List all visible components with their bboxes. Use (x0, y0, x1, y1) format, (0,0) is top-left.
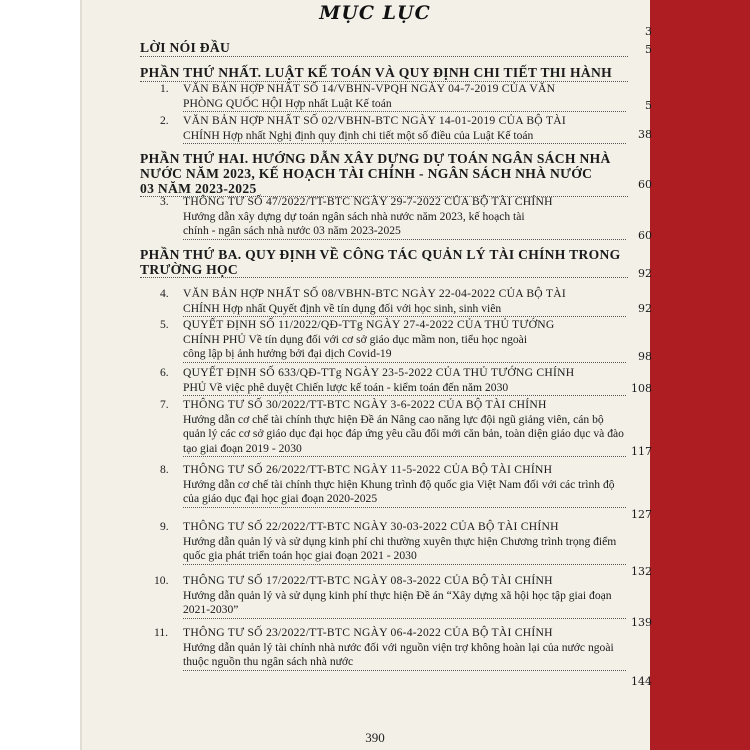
cover-edge (650, 0, 750, 750)
item-page: 60 (638, 229, 652, 242)
item-page: 117 (631, 445, 652, 458)
toc-part-2-line2: NƯỚC NĂM 2023, KẾ HOẠCH TÀI CHÍNH - NGÂN SÁCH NHÀ NƯỚC (140, 166, 593, 181)
item-number: 6. (160, 366, 169, 379)
toc-part-3-page: 92 (638, 267, 652, 280)
item-desc: Hướng dẫn quản lý và sử dụng kinh phí chi thường xuyên thực hiện Chương trình trọng điểm quốc gia phát triển toán học giai đoạn 2021 - 2030 (183, 535, 626, 565)
toc-part-1-title: PHẦN THỨ NHẤT. LUẬT KẾ TOÁN VÀ QUY ĐỊNH CHI TIẾT THI HÀNH (140, 65, 612, 80)
item-number: 2. (160, 114, 169, 127)
item-desc: CHÍNH Hợp nhất Nghị định quy định chi tiết một số điều của Luật Kế toán (183, 129, 626, 145)
item-heading: VĂN BẢN HỢP NHẤT SỐ 08/VBHN-BTC NGÀY 22-04-2022 CỦA BỘ TÀI (183, 287, 566, 300)
item-desc-cont: chính - ngân sách nhà nước 03 năm 2023-2025 (183, 224, 626, 240)
item-page: 92 (638, 302, 652, 315)
toc-part-3-line2: TRƯỜNG HỌC (140, 262, 628, 278)
item-desc-cont: công lập bị ảnh hưởng bởi đại dịch Covid-19 (183, 347, 626, 363)
item-desc: PHÒNG QUỐC HỘI Hợp nhất Luật Kế toán (183, 97, 626, 113)
item-desc: CHÍNH PHỦ Về tín dụng đối với cơ sở giáo dục mầm non, tiểu học ngoài (183, 332, 528, 346)
item-desc: Hướng dẫn cơ chế tài chính thực hiện Đề án Nâng cao năng lực đội ngũ giảng viên, cán bộ quản lý các cơ sở giáo dục đại học đáp ứng yêu cầu đổi mới căn bản, toàn diện giáo dục và đào tạo giai đoạn 2019 - 2030 (183, 413, 626, 458)
item-number: 11. (154, 626, 169, 639)
toc-intro-label: LỜI NÓI ĐẦU (140, 40, 231, 55)
item-desc: Hướng dẫn quản lý tài chính nhà nước đối với nguồn viện trợ không hoàn lại của nước ngoài thuộc nguồn thu ngân sách nhà nước (183, 641, 626, 671)
item-heading: THÔNG TƯ SỐ 30/2022/TT-BTC NGÀY 3-6-2022 CỦA BỘ TÀI CHÍNH (183, 398, 547, 411)
item-number: 8. (160, 463, 169, 476)
item-number: 5. (160, 318, 169, 331)
item-page: 108 (631, 382, 652, 395)
toc-intro-page: 5 (645, 43, 652, 56)
item-heading: QUYẾT ĐỊNH SỐ 633/QĐ-TTg NGÀY 23-5-2022 CỦA THỦ TƯỚNG CHÍNH (183, 366, 575, 379)
item-page: 127 (631, 508, 652, 521)
toc-part-2-line1: PHẦN THỨ HAI. HƯỚNG DẪN XÂY DỰNG DỰ TOÁN NGÂN SÁCH NHÀ (140, 151, 611, 166)
page-title: MỤC LỤC (319, 2, 431, 24)
item-number: 10. (154, 574, 169, 587)
item-page: 144 (631, 675, 652, 688)
item-heading: THÔNG TƯ SỐ 26/2022/TT-BTC NGÀY 11-5-2022 CỦA BỘ TÀI CHÍNH (183, 463, 553, 476)
toc-part-1[interactable] (140, 65, 628, 82)
item-heading: THÔNG TƯ SỐ 23/2022/TT-BTC NGÀY 06-4-2022 CỦA BỘ TÀI CHÍNH (183, 626, 553, 639)
item-heading: THÔNG TƯ SỐ 17/2022/TT-BTC NGÀY 08-3-2022 CỦA BỘ TÀI CHÍNH (183, 574, 553, 587)
toc-part-2[interactable] (140, 151, 628, 197)
item-page: 132 (631, 565, 652, 578)
item-heading: THÔNG TƯ SỐ 47/2022/TT-BTC NGÀY 29-7-2022 CỦA BỘ TÀI CHÍNH (183, 195, 553, 208)
toc-part-2-page: 60 (638, 178, 652, 191)
page-number-top: 3 (645, 25, 652, 38)
page-number: 390 (365, 730, 385, 745)
item-heading: VĂN BẢN HỢP NHẤT SỐ 14/VBHN-VPQH NGÀY 04-7-2019 CỦA VĂN (183, 82, 556, 95)
toc-intro[interactable] (140, 40, 628, 57)
item-number: 3. (160, 195, 169, 208)
item-desc: Hướng dẫn xây dựng dự toán ngân sách nhà nước năm 2023, kế hoạch tài (183, 209, 525, 223)
item-page: 98 (638, 350, 652, 363)
item-heading: VĂN BẢN HỢP NHẤT SỐ 02/VBHN-BTC NGÀY 14-01-2019 CỦA BỘ TÀI (183, 114, 566, 127)
toc-part-3-line1: PHẦN THỨ BA. QUY ĐỊNH VỀ CÔNG TÁC QUẢN LÝ TÀI CHÍNH TRONG (140, 247, 621, 262)
toc-part-2-line3: 03 NĂM 2023-2025 (140, 181, 628, 197)
item-desc: Hướng dẫn cơ chế tài chính thực hiện Khung trình độ quốc gia Việt Nam đối với các trình độ của giáo dục đại học giai đoạn 2020-2025 (183, 478, 626, 508)
item-heading: THÔNG TƯ SỐ 22/2022/TT-BTC NGÀY 30-03-2022 CỦA BỘ TÀI CHÍNH (183, 520, 559, 533)
item-page: 38 (638, 128, 652, 141)
item-desc: CHÍNH Hợp nhất Quyết định về tín dụng đối với học sinh, sinh viên (183, 302, 626, 318)
item-number: 9. (160, 520, 169, 533)
item-number: 7. (160, 398, 169, 411)
toc-part-3[interactable] (140, 247, 628, 278)
item-heading: QUYẾT ĐỊNH SỐ 11/2022/QĐ-TTg NGÀY 27-4-2022 CỦA THỦ TƯỚNG (183, 318, 555, 331)
item-page: 5 (645, 99, 652, 112)
item-page: 139 (631, 616, 652, 629)
item-desc: Hướng dẫn quản lý và sử dụng kinh phí thực hiện Đề án “Xây dựng xã hội học tập giai đoạn 2021-2030” (183, 589, 626, 619)
item-number: 1. (160, 82, 169, 95)
item-desc: PHỦ Về việc phê duyệt Chiến lược kế toán - kiểm toán đến năm 2030 (183, 381, 626, 397)
item-number: 4. (160, 287, 169, 300)
